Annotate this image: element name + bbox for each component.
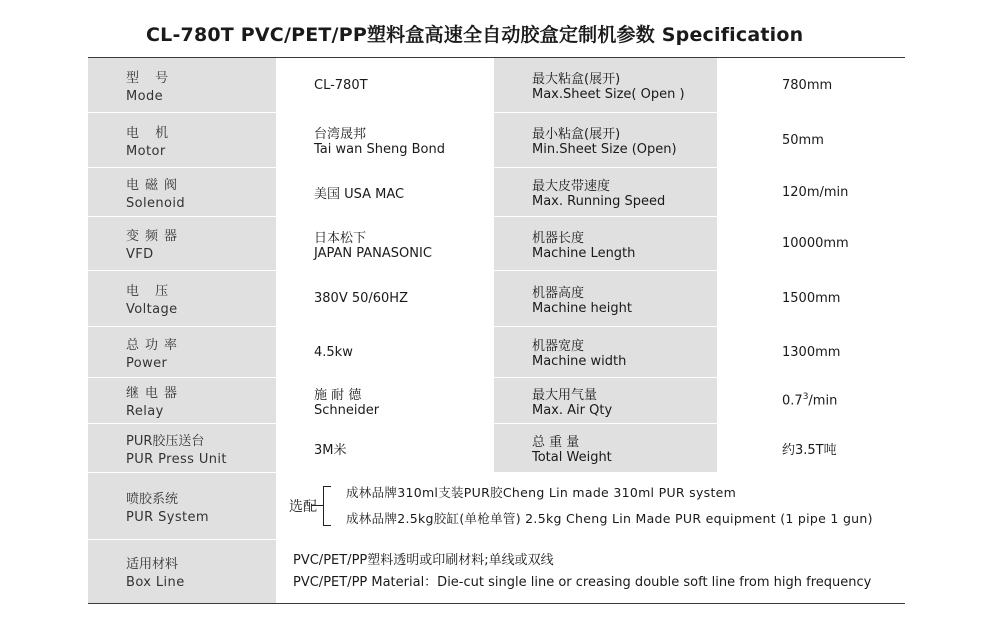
- row-label: 总功率 Power: [88, 327, 276, 377]
- table-row: [88, 58, 905, 113]
- option-item: 成林品牌310ml支装PUR胶Cheng Lin made 310ml PUR system: [346, 485, 737, 500]
- row-label-2: 最小粘盒(展开) Min.Sheet Size (Open): [493, 113, 717, 167]
- row-label: 型 号 Mode: [88, 58, 276, 112]
- row-value-2: 120m/min: [717, 168, 905, 216]
- row-value: 3M米: [276, 424, 493, 472]
- table-row: [88, 113, 905, 168]
- row-label: 电磁阀 Solenoid: [88, 168, 276, 216]
- row-value-2: 1300mm: [717, 327, 905, 377]
- row-value: 美国 USA MAC: [276, 168, 493, 216]
- row-value-2: 约3.5T吨: [717, 424, 905, 472]
- table-row: [88, 217, 905, 271]
- row-label-2: 最大皮带速度 Max. Running Speed: [493, 168, 717, 216]
- table-row: [88, 424, 905, 473]
- table-row: [88, 271, 905, 327]
- row-label: 喷胶系统 PUR System: [88, 473, 276, 539]
- row-label: 适用材料 Box Line: [88, 540, 276, 603]
- row-value-2: 10000mm: [717, 217, 905, 270]
- row-value: 日本松下 JAPAN PANASONIC: [276, 217, 493, 270]
- row-value-2: $0.7^3/\min$: [717, 378, 905, 423]
- row-label: 变频器 VFD: [88, 217, 276, 270]
- row-value-2: 780mm: [717, 58, 905, 112]
- row-value-2: 50mm: [717, 113, 905, 167]
- row-label-2: 机器宽度 Machine width: [493, 327, 717, 377]
- page-title: CL-780T PVC/PET/PP塑料盒高速全自动胶盒定制机参数 Specification: [146, 24, 804, 46]
- row-value: 380V 50/60HZ: [276, 271, 493, 326]
- row-label-2: 机器高度 Machine height: [493, 271, 717, 326]
- row-label: 电 压 Voltage: [88, 271, 276, 326]
- table-row-box-line: [88, 540, 905, 603]
- row-label-2: 最大粘盒(展开) Max.Sheet Size( Open ): [493, 58, 717, 112]
- row-label: 继电器 Relay: [88, 378, 276, 423]
- row-label-2: 机器长度 Machine Length: [493, 217, 717, 270]
- brace-icon: [323, 486, 338, 526]
- table-row: [88, 327, 905, 378]
- box-line-value: PVC/PET/PP塑料透明或印刷材料;单线或双线 PVC/PET/PP Material：Die-cut single line or creasing double soft line from high frequency: [276, 540, 905, 603]
- row-value-2: 1500mm: [717, 271, 905, 326]
- row-value: 4.5kw: [276, 327, 493, 377]
- table-row: [88, 168, 905, 217]
- row-label-2: 总 重 量 Total Weight: [493, 424, 717, 472]
- pur-system-options: [276, 473, 905, 539]
- option-item: 成林品牌2.5kg胶缸(单枪单管) 2.5kg Cheng Lin Made PUR equipment (1 pipe 1 gun): [346, 511, 873, 526]
- optional-label: 选配: [289, 499, 317, 515]
- row-value: 台湾晟邦 Tai wan Sheng Bond: [276, 113, 493, 167]
- table-row-pur-system: [88, 473, 905, 540]
- spec-table: [88, 57, 905, 604]
- row-value: 施 耐 德 Schneider: [276, 378, 493, 423]
- row-value: CL-780T: [276, 58, 493, 112]
- row-label-2: 最大用气量 Max. Air Qty: [493, 378, 717, 423]
- row-label: PUR胶压送台 PUR Press Unit: [88, 424, 276, 472]
- row-label: 电 机 Motor: [88, 113, 276, 167]
- table-row: [88, 378, 905, 424]
